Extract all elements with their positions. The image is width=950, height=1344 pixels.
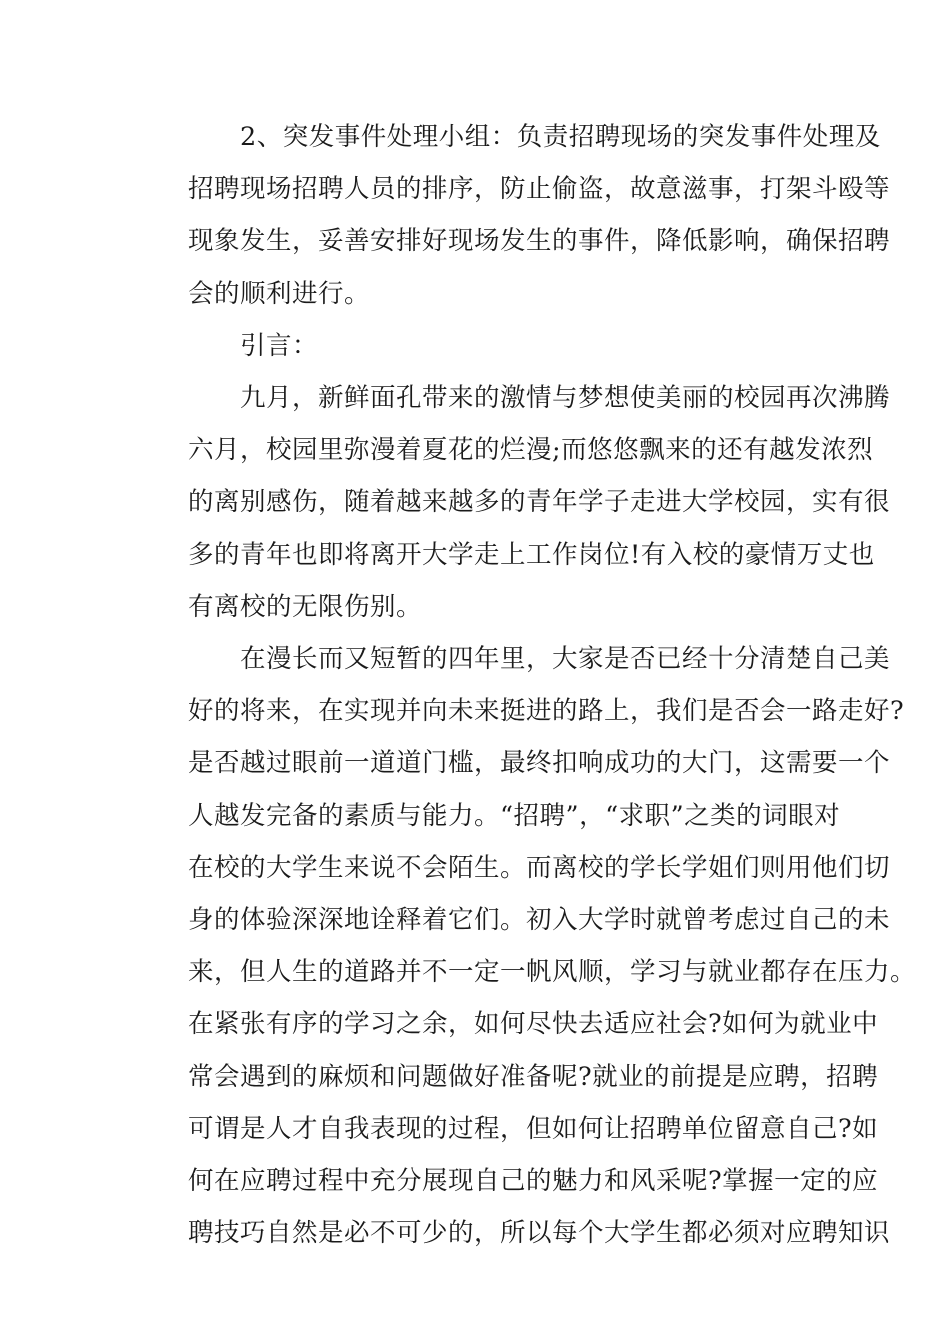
text-line: 六月，校园里弥漫着夏花的烂漫;而悠悠飘来的还有越发浓烈 [188, 435, 874, 466]
text-line: 的离别感伤，随着越来越多的青年学子走进大学校园，实有很 [188, 487, 891, 518]
text-line: 可谓是人才自我表现的过程，但如何让招聘单位留意自己?如 [188, 1113, 879, 1144]
text-line: 在漫长而又短暂的四年里，大家是否已经十分清楚自己美 [240, 644, 891, 675]
text-line: 多的青年也即将离开大学走上工作岗位!有入校的豪情万丈也 [188, 539, 875, 570]
text-line: 在紧张有序的学习之余，如何尽快去适应社会?如何为就业中 [188, 1009, 879, 1040]
paragraph-emergency-team [136, 111, 891, 320]
text-line: 人越发完备的素质与能力。“招聘”，“求职”之类的词眼对 [188, 800, 841, 831]
text-line: 聘技巧自然是必不可少的，所以每个大学生都必须对应聘知识 [188, 1218, 891, 1249]
text-line: 在校的大学生来说不会陌生。而离校的学长学姐们则用他们切 [188, 852, 891, 883]
text-line: 会的顺利进行。 [188, 278, 371, 309]
text-line: 招聘现场招聘人员的排序，防止偷盗，故意滋事，打架斗殴等 [188, 174, 891, 205]
text-line: 好的将来，在实现并向未来挺进的路上，我们是否会一路走好? [188, 696, 905, 727]
paragraph-four-years [136, 633, 917, 1259]
text-line: 何在应聘过程中充分展现自己的魅力和风采呢?掌握一定的应 [188, 1166, 879, 1197]
text-line: 身的体验深深地诠释着它们。初入大学时就曾考虑过自己的未 [188, 905, 891, 936]
text-line: 常会遇到的麻烦和问题做好准备呢?就业的前提是应聘，招聘 [188, 1061, 879, 1092]
document-body [136, 111, 917, 1259]
text-line: 是否越过眼前一道道门槛，最终扣响成功的大门，这需要一个 [188, 748, 891, 779]
text-line: 有离校的无限伤别。 [188, 591, 423, 622]
text-line: 引言： [240, 330, 319, 361]
text-line: 来，但人生的道路并不一定一帆风顺，学习与就业都存在压力。 [188, 957, 917, 988]
text-line: 现象发生，妥善安排好现场发生的事件，降低影响，确保招聘 [188, 226, 891, 257]
text-line: 2、突发事件处理小组：负责招聘现场的突发事件处理及 [240, 122, 881, 152]
paragraph-september [136, 372, 891, 633]
text-line: 九月，新鲜面孔带来的激情与梦想使美丽的校园再次沸腾 [240, 383, 891, 414]
paragraph-introduction-heading [136, 320, 836, 372]
